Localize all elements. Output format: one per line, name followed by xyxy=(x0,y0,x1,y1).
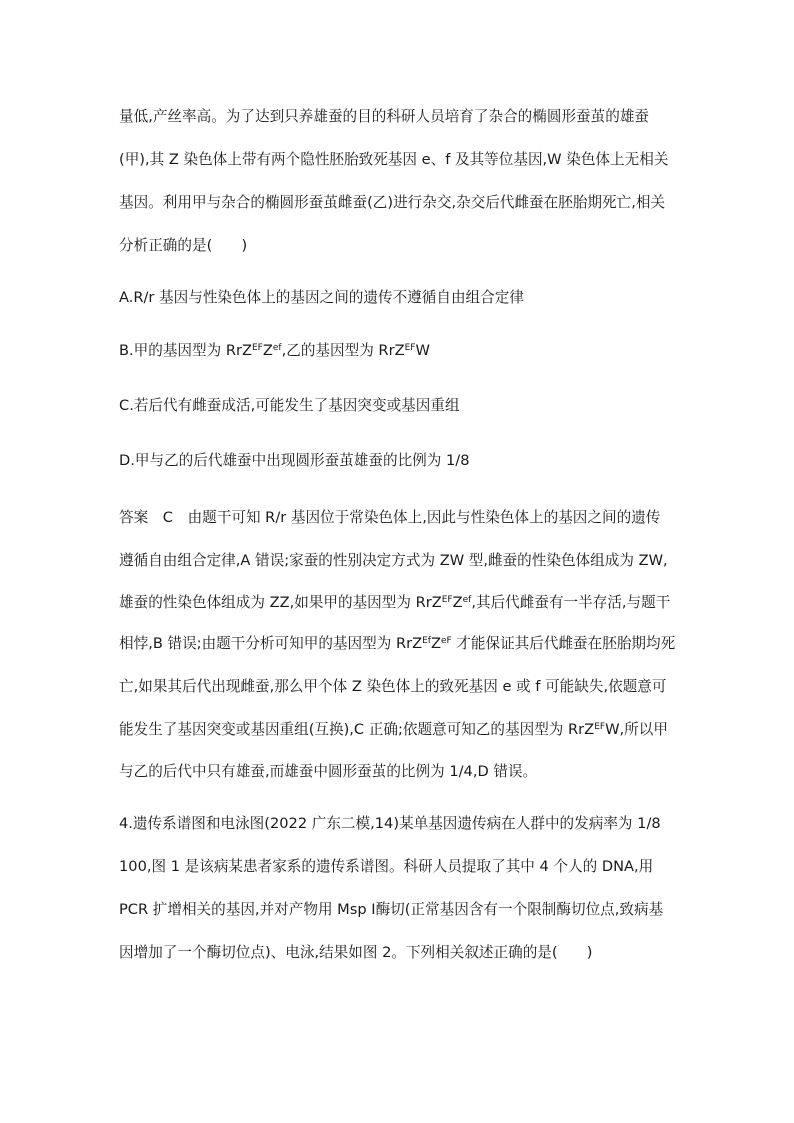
option-b xyxy=(119,341,679,361)
text-line xyxy=(119,634,679,654)
superscript: Ef xyxy=(422,636,431,646)
option-c: C.若后代有雌蚕成活,可能发生了基因突变或基因重组 xyxy=(119,397,460,414)
text-line: 与乙的后代中只有雄蚕,而雄蚕中圆形蚕茧的比例为 1/4,D 错误。 xyxy=(119,763,538,780)
text-line: PCR 扩增相关的基因,并对产物用 Msp Ⅰ酶切(正常基因含有一个限制酶切位点,致病基 xyxy=(119,901,664,918)
text-segment: 雄蚕的性染色体组成为 ZZ,如果甲的基因型为 RrZ xyxy=(119,594,442,611)
text-line: 分析正确的是( ) xyxy=(119,237,248,254)
text-segment: 相悖,B 错误;由题干分析可知甲的基因型为 RrZ xyxy=(119,635,423,652)
text-line xyxy=(119,720,679,740)
text-line: 亡,如果其后代出现雌蚕,那么甲个体 Z 染色体上的致死基因 e 或 f 可能缺失,依题意可 xyxy=(119,678,667,695)
text-line: 因增加了一个酶切位点)、电泳,结果如图 2。下列相关叙述正确的是( ) xyxy=(119,944,593,961)
text-line xyxy=(119,593,679,613)
superscript: ef xyxy=(272,343,282,353)
superscript: eF xyxy=(440,636,452,646)
text-line: (甲),其 Z 染色体上带有两个隐性胚胎致死基因 e、f 及其等位基因,W 染色体上无相关 xyxy=(119,151,669,168)
text-segment: ,其后代雌蚕有一半存活,与题干 xyxy=(471,594,671,611)
question-4: 4.遗传系谱图和电泳图(2022 广东二模,14)某单基因遗传病在人群中的发病率为 1/8 xyxy=(119,815,661,832)
superscript: EF xyxy=(594,722,606,732)
superscript: EF xyxy=(441,595,453,605)
option-b-text: Z xyxy=(262,342,273,359)
answer-line: 答案 C 由题干可知 R/r 基因位于常染色体上,因此与性染色体上的基因之间的遗传 xyxy=(119,509,661,526)
text-line: 量低,产丝率高。为了达到只养雄蚕的目的科研人员培育了杂合的椭圆形蚕茧的雄蚕 xyxy=(119,108,650,125)
text-line: 100,图 1 是该病某患者家系的遗传系谱图。科研人员提取了其中 4 个人的 DNA,用 xyxy=(119,858,654,875)
text-line: 基因。利用甲与杂合的椭圆形蚕茧雌蚕(乙)进行杂交,杂交后代雌蚕在胚胎期死亡,相关 xyxy=(119,194,666,211)
text-segment: W,所以甲 xyxy=(605,721,668,738)
text-segment: Z xyxy=(452,594,463,611)
option-b-text: B.甲的基因型为 RrZ xyxy=(119,342,252,359)
option-a: A.R/r 基因与性染色体上的基因之间的遗传不遵循自由组合定律 xyxy=(119,289,524,306)
superscript: EF xyxy=(404,343,416,353)
option-b-text: ,乙的基因型为 RrZ xyxy=(281,342,405,359)
text-segment: 能发生了基因突变或基因重组(互换),C 正确;依题意可知乙的基因型为 RrZ xyxy=(119,721,595,738)
text-segment: 才能保证其后代雌蚕在胚胎期均死 xyxy=(451,635,676,652)
superscript: EF xyxy=(252,343,263,353)
superscript: ef xyxy=(462,595,472,605)
option-b-text: W xyxy=(415,342,430,359)
text-line: 遵循自由组合定律,A 错误;家蚕的性别决定方式为 ZW 型,雌蚕的性染色体组成为 ZW, xyxy=(119,552,668,569)
text-segment: Z xyxy=(430,635,441,652)
option-d: D.甲与乙的后代雄蚕中出现圆形蚕茧雄蚕的比例为 1/8 xyxy=(119,452,470,469)
